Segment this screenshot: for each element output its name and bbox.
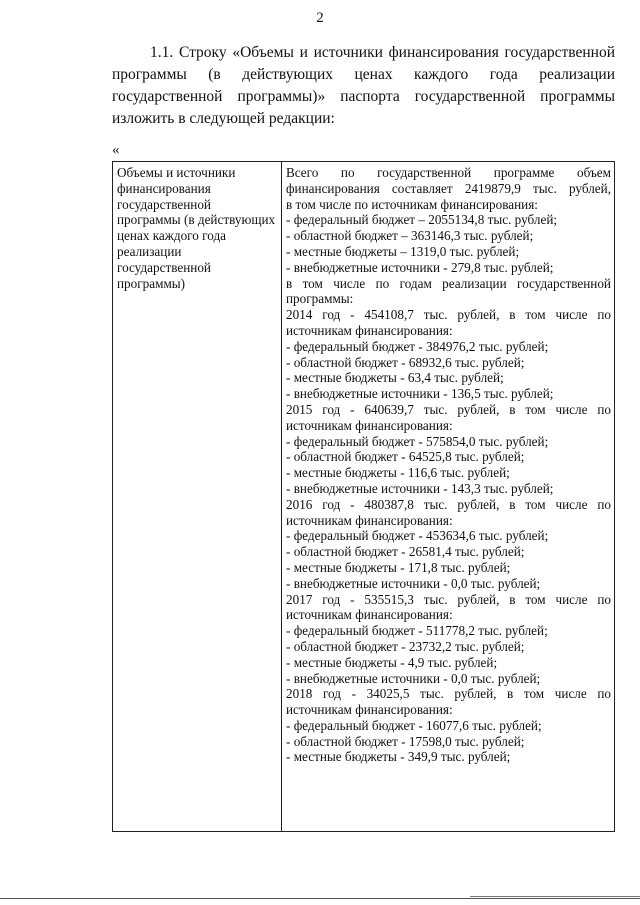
financing-line: - областной бюджет - 26581,4 тыс. рублей; xyxy=(286,544,525,560)
financing-line: программы: xyxy=(286,291,354,307)
financing-line: - областной бюджет – 363146,3 тыс. рублей; xyxy=(286,228,534,244)
financing-line: - федеральный бюджет - 384976,2 тыс. рублей; xyxy=(286,338,549,354)
row-heading-cell: Объемы и источники финансирования государственной программы (в действующих ценах каждого года реализации государственной программы) xyxy=(113,162,282,832)
financing-line: - внебюджетные источники - 279,8 тыс. рублей; xyxy=(286,259,554,275)
intro-paragraph: 1.1. Строку «Объемы и источники финансирования государственной программы (в действующих ценах каждого года реализации государственной программы)» паспорта государственной программы изложить в следующей редакции: xyxy=(112,44,615,127)
financing-line: источникам финансирования: xyxy=(286,322,453,338)
financing-line: источникам финансирования: xyxy=(286,607,453,623)
financing-line: 2016 год - 480387,8 тыс. рублей, в том числе по xyxy=(286,496,611,512)
financing-details-cell xyxy=(282,162,615,832)
financing-line: - местные бюджеты - 116,6 тыс. рублей; xyxy=(286,465,510,481)
financing-line: Всего по государственной программе объем xyxy=(286,165,611,180)
financing-line: - местные бюджеты - 171,8 тыс. рублей; xyxy=(286,559,511,575)
financing-line: - федеральный бюджет - 511778,2 тыс. рублей; xyxy=(286,623,548,639)
financing-line: - федеральный бюджет - 16077,6 тыс. рублей; xyxy=(286,717,542,733)
footer-divider-accent xyxy=(470,896,640,897)
financing-line: - федеральный бюджет – 2055134,8 тыс. рублей; xyxy=(286,212,558,228)
financing-line: - местные бюджеты - 4,9 тыс. рублей; xyxy=(286,654,498,670)
financing-line: - внебюджетные источники - 136,5 тыс. рублей; xyxy=(286,386,554,402)
financing-line: - областной бюджет - 68932,6 тыс. рублей; xyxy=(286,354,525,370)
financing-line: - областной бюджет - 17598,0 тыс. рублей; xyxy=(286,733,525,749)
financing-line: - внебюджетные источники - 143,3 тыс. рублей; xyxy=(286,480,554,496)
financing-line: - местные бюджеты – 1319,0 тыс. рублей; xyxy=(286,243,520,259)
financing-table xyxy=(112,161,615,832)
financing-line: - местные бюджеты - 63,4 тыс. рублей; xyxy=(286,370,504,386)
financing-line: - федеральный бюджет - 575854,0 тыс. рублей; xyxy=(286,433,549,449)
footer-divider xyxy=(0,898,640,899)
financing-line: - федеральный бюджет - 453634,6 тыс. рублей; xyxy=(286,528,549,544)
financing-line: - областной бюджет - 64525,8 тыс. рублей; xyxy=(286,449,525,465)
page-number: 2 xyxy=(316,10,324,26)
table-row xyxy=(113,162,615,832)
financing-line: источникам финансирования: xyxy=(286,512,453,528)
financing-line: в том числе по источникам финансирования: xyxy=(286,196,538,212)
financing-line: источникам финансирования: xyxy=(286,417,453,433)
financing-line: финансирования составляет 2419879,9 тыс. рублей, xyxy=(286,180,611,196)
financing-line: - областной бюджет - 23732,2 тыс. рублей; xyxy=(286,638,525,654)
financing-line: 2014 год - 454108,7 тыс. рублей, в том числе по xyxy=(286,307,611,323)
financing-line: - местные бюджеты - 349,9 тыс. рублей; xyxy=(286,749,511,765)
opening-quote-mark: « xyxy=(112,142,120,158)
financing-line: источникам финансирования: xyxy=(286,702,453,718)
financing-line: 2015 год - 640639,7 тыс. рублей, в том числе по xyxy=(286,401,611,417)
financing-line: 2017 год - 535515,3 тыс. рублей, в том числе по xyxy=(286,591,611,607)
financing-line: - внебюджетные источники - 0,0 тыс. рублей; xyxy=(286,575,541,591)
financing-line: - внебюджетные источники - 0,0 тыс. рублей; xyxy=(286,670,541,686)
financing-line: в том числе по годам реализации государственной xyxy=(286,275,611,291)
financing-line: 2018 год - 34025,5 тыс. рублей, в том числе по xyxy=(286,686,611,702)
